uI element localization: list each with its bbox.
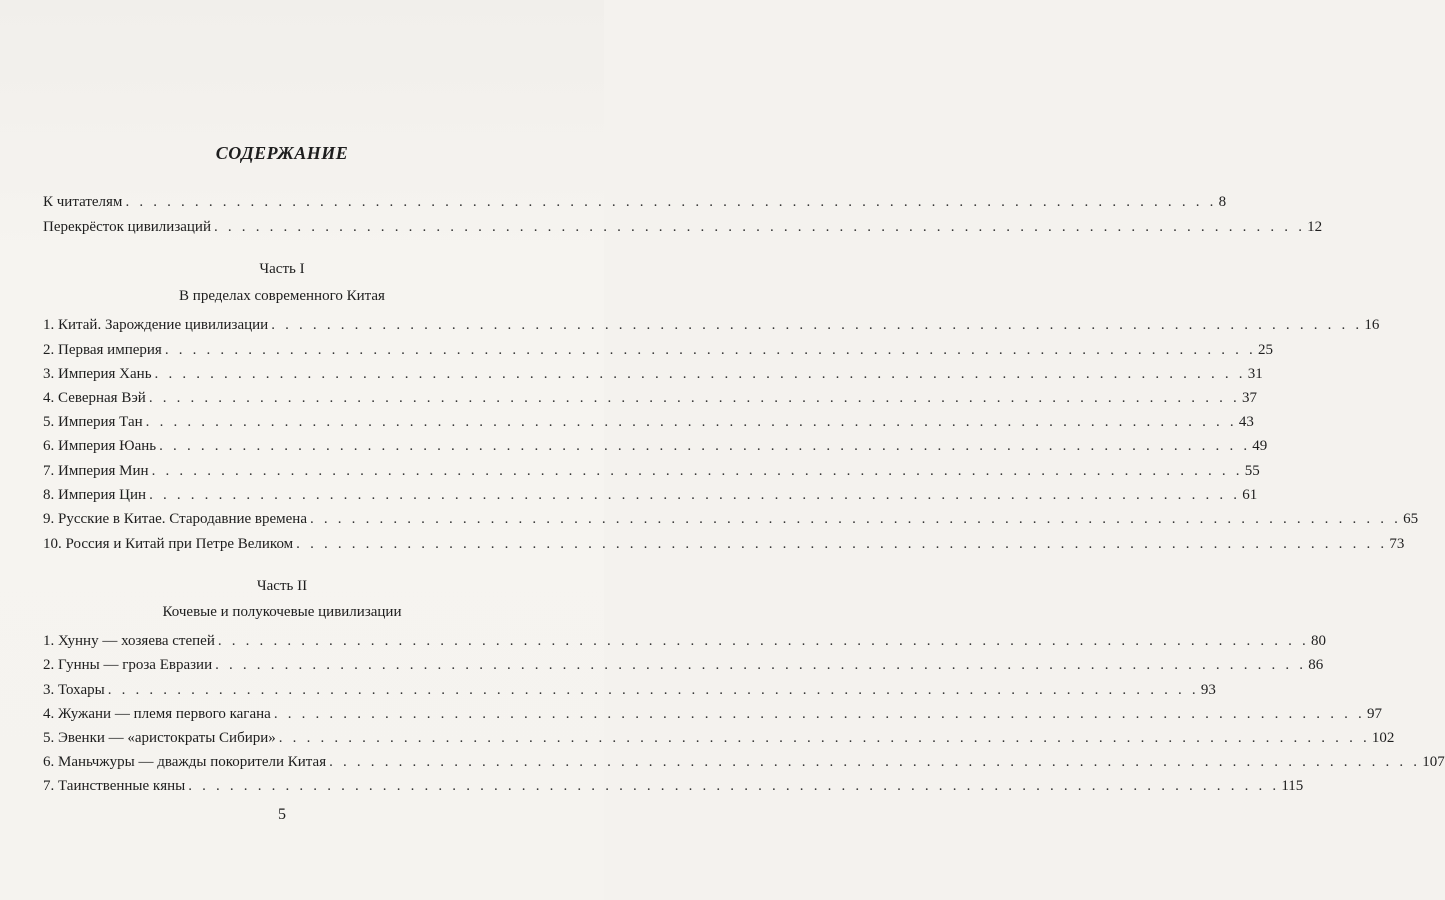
toc-entry-page: 102 xyxy=(1371,730,1395,746)
toc-entry-page: 73 xyxy=(1389,536,1405,552)
toc-entry[interactable] xyxy=(43,315,1380,335)
toc-leader-dots: . . . . . . . . . . . . . . . . . . . . . . . . . . . . . . . . . . . . . . . . . . . . . . . . . . . . . . . . . . . . . . . . . . . . . . . . . . . . . . . xyxy=(148,390,1240,406)
toc-leader-dots: . . . . . . . . . . . . . . . . . . . . . . . . . . . . . . . . . . . . . . . . . . . . . . . . . . . . . . . . . . . . . . . . . . . . . . . . . . . . . . . xyxy=(271,317,1363,333)
toc-leader-dots: . . . . . . . . . . . . . . . . . . . . . . . . . . . . . . . . . . . . . . . . . . . . . . . . . . . . . . . . . . . . . . . . . . . . . . . . . . . . . . . xyxy=(154,366,1246,382)
toc-leader-dots: . . . . . . . . . . . . . . . . . . . . . . . . . . . . . . . . . . . . . . . . . . . . . . . . . . . . . . . . . . . . . . . . . . . . . . . . . . . . . . . xyxy=(107,682,1199,698)
toc-entry[interactable] xyxy=(43,436,1268,456)
toc-leader-dots: . . . . . . . . . . . . . . . . . . . . . . . . . . . . . . . . . . . . . . . . . . . . . . . . . . . . . . . . . . . . . . . . . . . . . . . . . . . . . . . xyxy=(188,778,1280,794)
toc-entry[interactable] xyxy=(43,192,1227,212)
toc-leader-dots: . . . . . . . . . . . . . . . . . . . . . . . . . . . . . . . . . . . . . . . . . . . . . . . . . . . . . . . . . . . . . . . . . . . . . . . . . . . . . . . xyxy=(309,511,1402,527)
toc-entry-page: 12 xyxy=(1307,219,1323,235)
toc-entry[interactable] xyxy=(43,728,1395,748)
toc-entry[interactable] xyxy=(43,485,1258,505)
toc-entry-title: К читателям xyxy=(43,194,123,210)
toc-entry[interactable] xyxy=(43,655,1324,675)
toc-entry[interactable] xyxy=(43,461,1260,481)
toc-entry[interactable] xyxy=(43,217,1323,237)
toc-entry-page: 115 xyxy=(1281,778,1304,794)
toc-entry-title: 3. Тохары xyxy=(43,682,105,698)
toc-entry-page: 16 xyxy=(1364,317,1380,333)
toc-entry[interactable] xyxy=(43,534,1405,554)
toc-entry-page: 55 xyxy=(1244,463,1260,479)
toc-leader-dots: . . . . . . . . . . . . . . . . . . . . . . . . . . . . . . . . . . . . . . . . . . . . . . . . . . . . . . . . . . . . . . . . . . . . . . . . . . . . . . . xyxy=(296,536,1388,552)
page-title: СОДЕРЖАНИЕ xyxy=(215,143,349,163)
toc-entry-page: 31 xyxy=(1247,366,1263,382)
toc-leader-dots: . . . . . . . . . . . . . . . . . . . . . . . . . . . . . . . . . . . . . . . . . . . . . . . . . . . . . . . . . . . . . . . . . . . . . . . . . . . . . . . xyxy=(149,487,1241,503)
toc-leader-dots: . . . . . . . . . . . . . . . . . . . . . . . . . . . . . . . . . . . . . . . . . . . . . . . . . . . . . . . . . . . . . . . . . . . . . . . . . . . . . . . xyxy=(151,463,1243,479)
toc-entry-title: 5. Эвенки — «аристократы Сибири» xyxy=(43,730,276,746)
toc-entry-page: 61 xyxy=(1242,487,1258,503)
toc-entry-title: 3. Империя Хань xyxy=(43,366,152,382)
toc-leader-dots: . . . . . . . . . . . . . . . . . . . . . . . . . . . . . . . . . . . . . . . . . . . . . . . . . . . . . . . . . . . . . . . . . . . . . . . . . . . . . . . xyxy=(125,194,1217,210)
toc-entry-title: 4. Жужани — племя первого кагана xyxy=(43,706,271,722)
toc-entry-title: 5. Империя Тан xyxy=(43,414,143,430)
toc-entry-title: 6. Маньчжуры — дважды покорители Китая xyxy=(43,754,327,770)
toc-leader-dots: . . . . . . . . . . . . . . . . . . . . . . . . . . . . . . . . . . . . . . . . . . . . . . . . . . . . . . . . . . . . . . . . . . . . . . . . . . . . . . . xyxy=(159,438,1251,454)
toc-entry[interactable] xyxy=(43,680,1216,700)
toc-entry-page: 49 xyxy=(1252,438,1268,454)
toc-entry-page: 25 xyxy=(1257,342,1273,358)
toc-entry-page: 80 xyxy=(1311,633,1327,649)
toc-entry-page: 37 xyxy=(1241,390,1257,406)
toc-entry-title: 9. Русские в Китае. Стародавние времена xyxy=(43,511,307,527)
toc-leader-dots: . . . . . . . . . . . . . . . . . . . . . . . . . . . . . . . . . . . . . . . . . . . . . . . . . . . . . . . . . . . . . . . . . . . . . . . . . . . . . . . xyxy=(215,657,1307,673)
toc-entry-page: 93 xyxy=(1200,682,1216,698)
toc-leader-dots: . . . . . . . . . . . . . . . . . . . . . . . . . . . . . . . . . . . . . . . . . . . . . . . . . . . . . . . . . . . . . . . . . . . . . . . . . . . . . . . xyxy=(145,414,1237,430)
toc-entry-title: Перекрёсток цивилизаций xyxy=(43,219,211,235)
toc-entry-title: 1. Китай. Зарождение цивилизации xyxy=(43,317,269,333)
toc-entry[interactable] xyxy=(43,704,1382,724)
toc-leader-dots: . . . . . . . . . . . . . . . . . . . . . . . . . . . . . . . . . . . . . . . . . . . . . . . . . . . . . . . . . . . . . . . . . . . . . . . . . . . . . . . xyxy=(273,706,1365,722)
part-2-label: Часть II xyxy=(256,578,308,594)
toc-entry-title: 8. Империя Цин xyxy=(43,487,147,503)
toc-entry-title: 7. Таинственные кяны xyxy=(43,778,186,794)
toc-entry-title: 1. Хунну — хозяева степей xyxy=(43,633,215,649)
toc-entry-page: 8 xyxy=(1218,194,1227,210)
toc-entry[interactable] xyxy=(43,340,1273,360)
toc-entry[interactable] xyxy=(43,631,1327,651)
toc-leader-dots: . . . . . . . . . . . . . . . . . . . . . . . . . . . . . . . . . . . . . . . . . . . . . . . . . . . . . . . . . . . . . . . . . . . . . . . . . . . . . . . xyxy=(214,219,1306,235)
toc-entry[interactable] xyxy=(43,776,1304,796)
toc-leader-dots: . . . . . . . . . . . . . . . . . . . . . . . . . . . . . . . . . . . . . . . . . . . . . . . . . . . . . . . . . . . . . . . . . . . . . . . . . . . . . . . xyxy=(329,754,1421,770)
page-number: 5 xyxy=(278,806,286,823)
toc-entry[interactable] xyxy=(43,509,1419,529)
toc-leader-dots: . . . . . . . . . . . . . . . . . . . . . . . . . . . . . . . . . . . . . . . . . . . . . . . . . . . . . . . . . . . . . . . . . . . . . . . . . . . . . . . xyxy=(278,730,1370,746)
toc-entry-title: 4. Северная Вэй xyxy=(43,390,146,406)
toc-entry-page: 86 xyxy=(1308,657,1324,673)
toc-entry-title: 2. Первая империя xyxy=(43,342,162,358)
toc-entry-page: 65 xyxy=(1403,511,1419,527)
toc-entry[interactable] xyxy=(43,388,1257,408)
toc-leader-dots: . . . . . . . . . . . . . . . . . . . . . . . . . . . . . . . . . . . . . . . . . . . . . . . . . . . . . . . . . . . . . . . . . . . . . . . . . . . . . . . xyxy=(217,633,1310,649)
part-1-label: Часть I xyxy=(259,261,305,277)
toc-entry-title: 6. Империя Юань xyxy=(43,438,157,454)
toc-entry[interactable] xyxy=(43,412,1254,432)
toc-entry[interactable] xyxy=(43,752,1445,772)
toc-entry-page: 97 xyxy=(1366,706,1382,722)
part-2-name: Кочевые и полукочевые цивилизации xyxy=(162,604,402,620)
toc-entry-page: 107 xyxy=(1422,754,1445,770)
toc-entry-page: 43 xyxy=(1238,414,1254,430)
part-1-name: В пределах современного Китая xyxy=(179,288,385,304)
toc-leader-dots: . . . . . . . . . . . . . . . . . . . . . . . . . . . . . . . . . . . . . . . . . . . . . . . . . . . . . . . . . . . . . . . . . . . . . . . . . . . . . . . xyxy=(164,342,1256,358)
toc-entry-title: 2. Гунны — гроза Евразии xyxy=(43,657,213,673)
toc-entry-title: 10. Россия и Китай при Петре Великом xyxy=(43,536,294,552)
toc-entry-title: 7. Империя Мин xyxy=(43,463,149,479)
toc-entry[interactable] xyxy=(43,364,1263,384)
